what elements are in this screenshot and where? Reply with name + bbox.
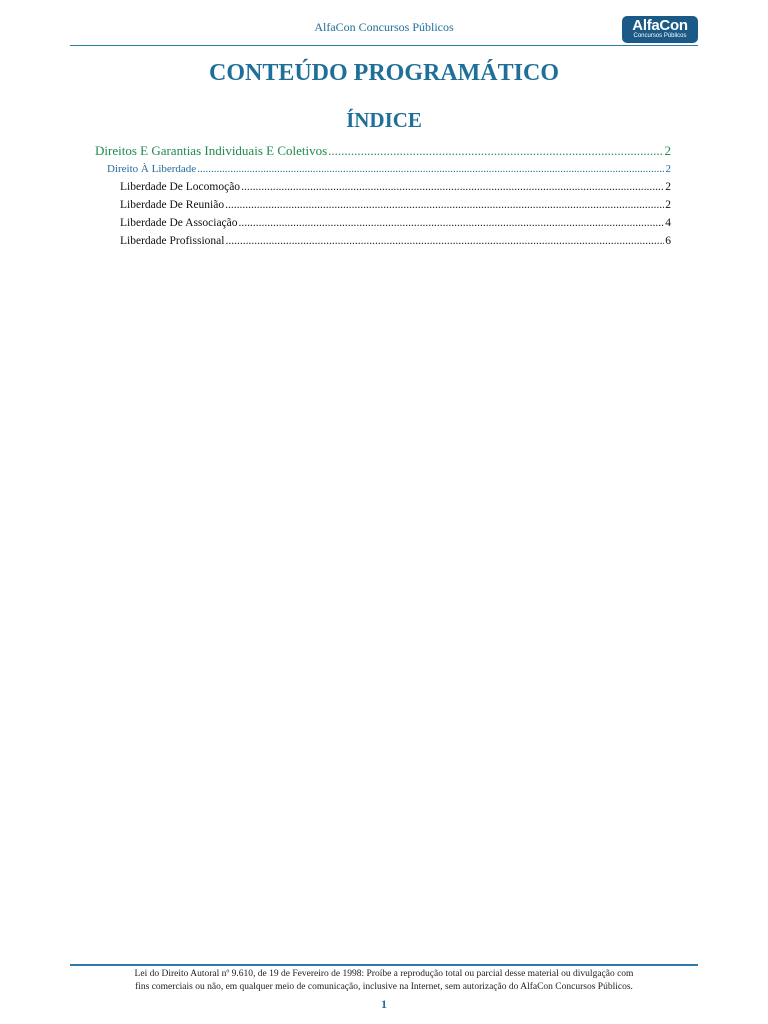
logo-brand-text: AlfaCon: [632, 17, 688, 34]
alfacon-logo: [622, 16, 698, 43]
toc-entry-liberdade-reuniao[interactable]: [120, 199, 671, 211]
toc-entry-label: Liberdade De Associação: [120, 217, 238, 229]
toc-entry-page: 2: [665, 199, 671, 211]
toc-dot-leader: [239, 217, 665, 229]
toc-entry-direitos-garantias[interactable]: [95, 143, 671, 159]
toc-entry-liberdade-profissional[interactable]: [120, 235, 671, 247]
toc-entry-label: Direito À Liberdade: [107, 163, 197, 175]
copyright-notice: [0, 968, 768, 994]
index-title: ÍNDICE: [346, 108, 422, 132]
toc-entry-page: 4: [665, 217, 671, 229]
toc-entry-page: 2: [664, 143, 671, 158]
toc-dot-leader: [225, 235, 664, 247]
toc-entry-label: Liberdade De Reunião: [120, 199, 225, 211]
toc-entry-label: Direitos E Garantias Individuais E Coletivos: [95, 143, 328, 158]
toc-dot-leader: [225, 199, 664, 211]
toc-entry-page: 2: [665, 181, 671, 193]
copyright-line-2: fins comerciais ou não, em qualquer meio de comunicação, inclusive na Internet, sem autorização do AlfaCon Concursos Públicos.: [135, 982, 633, 992]
toc-entry-page: 2: [665, 163, 671, 175]
copyright-line-1: Lei do Direito Autoral nº 9.610, de 19 de Fevereiro de 1998: Proíbe a reprodução total ou parcial desse material ou divulgação com: [134, 969, 634, 979]
toc-dot-leader: [197, 163, 664, 175]
toc-dot-leader: [241, 181, 664, 193]
toc-entry-direito-liberdade[interactable]: [107, 163, 671, 175]
header-title: AlfaCon Concursos Públicos: [314, 20, 454, 34]
toc-dot-leader: [328, 143, 663, 159]
page-number: 1: [381, 997, 387, 1011]
toc-entry-liberdade-locomocao[interactable]: [120, 181, 671, 193]
document-title: CONTEÚDO PROGRAMÁTICO: [208, 60, 559, 86]
header-divider: [70, 45, 698, 46]
toc-entry-label: Liberdade De Locomoção: [120, 181, 241, 193]
toc-entry-label: Liberdade Profissional: [120, 235, 225, 247]
toc-entry-page: 6: [665, 235, 671, 247]
logo-sub-text: Concursos Públicos: [633, 33, 687, 39]
footer-divider: [70, 964, 698, 966]
toc-entry-liberdade-associacao[interactable]: [120, 217, 671, 229]
